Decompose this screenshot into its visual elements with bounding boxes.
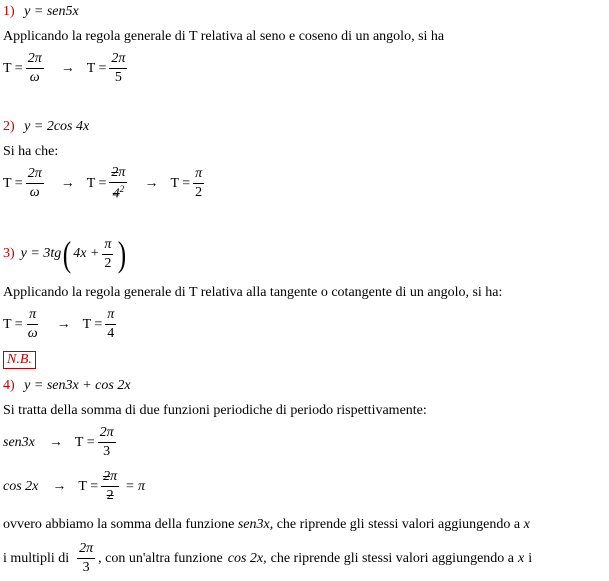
t-label: T = [82,316,103,332]
explanation-line-2: i multipli di $\frac{2\pi}{3}$ , con un'altra funzione cos 2x, che riprende gli stessi valori aggiungendo a x i [3,541,533,575]
fraction-simplified: $\frac{2\pi}{2}$ [103,469,118,503]
section-number: 3) [3,246,15,261]
section-number: 1) [3,4,15,19]
function-formula: y = sen3x + cos 2x [24,378,131,393]
section-2-formula [3,166,207,202]
fraction: $\frac{\pi}{\omega}$ [27,307,38,341]
function-name: cos 2x [3,478,39,494]
t-label: T = [74,434,95,450]
fraction: $\frac{2\pi}{3}$ [99,425,114,459]
function-formula: y = sen5x [24,4,79,19]
section-1-text: Applicando la regola generale di T relativa al seno e coseno di un angolo, si ha [3,29,445,44]
section-number: 2) [3,119,15,134]
function-formula: y = 3tg [20,246,62,261]
section-3-text: Applicando la regola generale di T relativa alla tangente o cotangente di un angolo, si ha: [3,285,503,300]
function-formula: y = 2cos 4x [24,119,90,134]
section-3-formula [3,308,119,341]
arrow: → [48,434,63,450]
section-4-heading [3,378,131,394]
section-2-text: Si ha che: [3,144,59,159]
explanation-line-1: ovvero abbiamo la somma della funzione sen3x, che riprende gli stessi valori aggiungendo a x [3,517,530,532]
t-label: T = [3,316,23,332]
arrow: → [144,175,159,191]
fraction: $\frac{\pi}{2}$ [195,166,203,201]
t-label: T = [3,60,23,76]
section-1-formula [3,52,130,85]
fraction: $\frac{2\pi}{\omega}$ [27,166,42,201]
nb-badge: N.B. [3,351,36,369]
section-number: 4) [3,378,15,393]
fraction: $\frac{\pi}{2}$ [104,236,112,271]
arrow: → [60,60,75,76]
arrow: → [60,175,75,191]
t-label: T = [86,60,107,76]
paren-close: ) [118,234,127,274]
period-cos2x [3,470,148,503]
fraction-simplified: $\frac{2\pi}{4^2}$ [111,165,126,202]
section-1-heading [3,4,79,20]
fraction: $\frac{2\pi}{\omega}$ [27,51,42,85]
arrow: → [52,478,67,494]
section-2-heading [3,119,89,135]
section-4-text: Si tratta della somma di due funzioni periodiche di periodo rispettivamente: [3,403,427,418]
paren-open: ( [63,234,72,274]
t-label: T = [78,478,99,494]
fraction: $\frac{\pi}{4}$ [107,307,115,341]
function-name: sen3x [3,434,35,450]
t-label: T = [3,175,23,191]
period-sen3x [3,426,119,459]
result: = π [125,478,146,494]
t-label: T = [86,175,107,191]
arrow: → [56,316,71,332]
fraction: $\frac{2\pi}{5}$ [111,51,126,85]
t-label: T = [170,175,191,191]
inner-expression: 4x + [73,246,100,261]
fraction: $\frac{2\pi}{3}$ [79,541,94,575]
section-3-heading [3,236,128,272]
